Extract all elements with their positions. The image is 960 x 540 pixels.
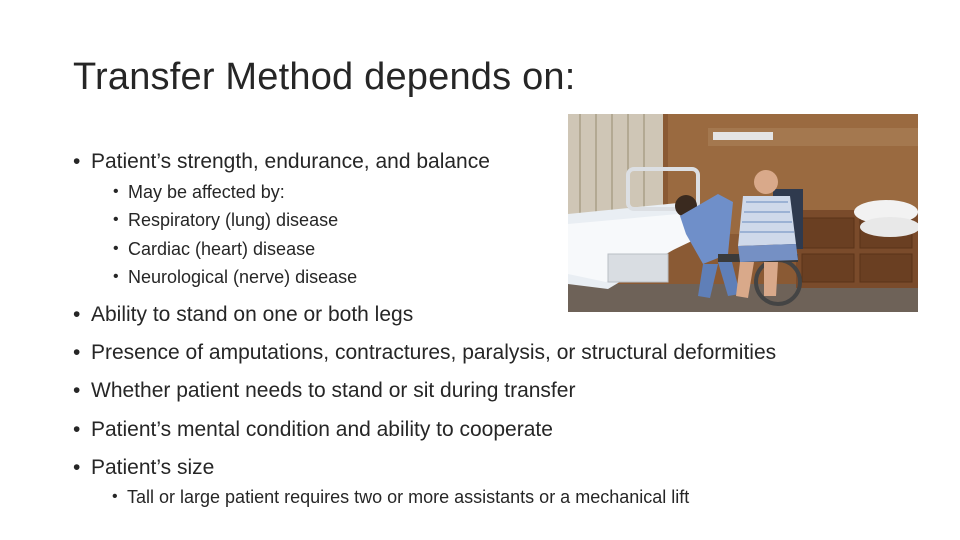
sub-bullet-respiratory: • Respiratory (lung) disease	[113, 210, 339, 230]
bullet-amputations: • Presence of amputations, contractures, paralysis, or structural deformities	[73, 341, 777, 364]
sub-bullet-affected: • May be affected by:	[113, 182, 285, 202]
hospital-transfer-photo	[568, 114, 918, 312]
sub-bullet-cardiac: • Cardiac (heart) disease	[113, 239, 316, 259]
bullet-strength: • Patient’s strength, endurance, and balance	[73, 150, 490, 173]
bullet-mental-condition: • Patient’s mental condition and ability to cooperate	[73, 418, 553, 441]
hospital-room-illustration	[568, 114, 918, 312]
sub-bullet-large-patient: • Tall or large patient requires two or more assistants or a mechanical lift	[112, 487, 690, 507]
slide-title: Transfer Method depends on:	[73, 56, 576, 98]
bullet-stand-legs: • Ability to stand on one or both legs	[73, 303, 414, 326]
bullet-size: • Patient’s size	[73, 456, 215, 479]
bullet-stand-or-sit: • Whether patient needs to stand or sit during transfer	[73, 379, 576, 402]
sub-bullet-neurological: • Neurological (nerve) disease	[113, 267, 358, 287]
